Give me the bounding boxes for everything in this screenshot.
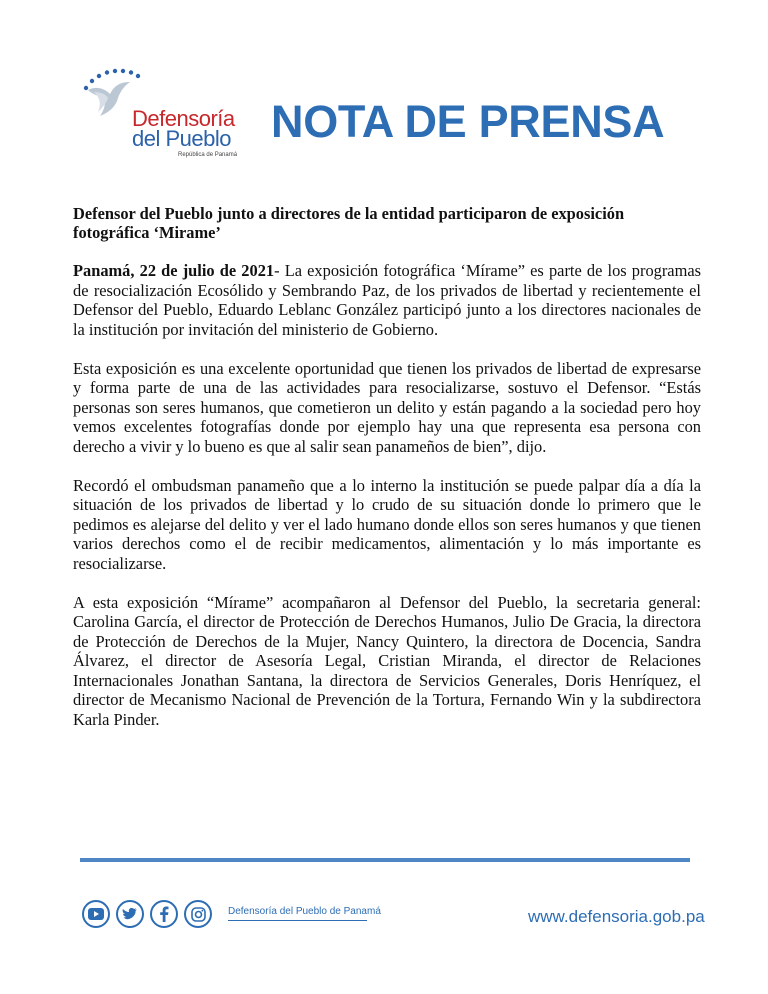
- footer-divider: [80, 858, 690, 862]
- logo: [80, 64, 255, 164]
- social-links: [82, 900, 212, 928]
- handle-underline: [228, 920, 367, 921]
- logo-text-del-pueblo: del Pueblo: [132, 126, 231, 151]
- article-lead-paragraph: [73, 261, 701, 339]
- article-paragraph: Esta exposición es una excelente oportunidad que tienen los privados de libertad de expresarse y forma parte de una de las actividades para resocializarse, sostuvo el Defensor. “Estás personas son seres humanos, que cometieron un delito y están pagando a la sociedad pero hoy vemos excelentes fotografías donde por ejemplo hay una que representa esa persona con derecho a vivir y lo bueno es que al salir sean panameños de bien”, dijo.: [73, 358, 701, 456]
- article-paragraph: A esta exposición “Mírame” acompañaron al Defensor del Pueblo, la secretaria general: Carolina García, el director de Protección de Derechos Humanos, Julio De Gracia, la directora de Protección de Derechos de la Mujer, Nancy Quintero, la directora de Docencia, Sandra Álvarez, el director de Asesoría Legal, Cristian Miranda, el director de Relaciones Internacionales Jonathan Santana, la directora de Servicios Generales, Doris Henríquez, el director de Mecanismo Nacional de Prevención de la Tortura, Fernando Win y la subdirectora Karla Pinder.: [73, 592, 701, 729]
- facebook-icon[interactable]: [150, 900, 178, 928]
- logo-text-defensoria: Defensoría: [132, 106, 235, 131]
- article-body: [73, 204, 701, 749]
- social-handle-link[interactable]: Defensoría del Pueblo de Panamá: [228, 906, 381, 917]
- lead-text: - La exposición fotográfica ‘Mírame” es parte de los programas de resocialización Ecosólido y Sembrando Paz, de los privados de libertad y recientemente el Defensor del Pueblo, Eduardo Leblanc González participó junto a los directores nacionales de la institución por invitación del ministerio de Gobierno.: [73, 261, 701, 339]
- twitter-icon[interactable]: [116, 900, 144, 928]
- dove-icon: [80, 64, 140, 124]
- website-link[interactable]: www.defensoria.gob.pa: [528, 907, 705, 926]
- dateline: Panamá, 22 de julio de 2021: [73, 261, 275, 280]
- article-title: Defensor del Pueblo junto a directores de la entidad participaron de exposición fotográfica ‘Mirame’: [73, 204, 625, 242]
- youtube-icon[interactable]: [82, 900, 110, 928]
- article-paragraph: Recordó el ombudsman panameño que a lo interno la institución se puede palpar día a día la situación de los privados de libertad y lo crudo de su situación donde lo primero que le pedimos es alejarse del delito y ver el lado humano donde ellos son seres humanos y que tienen varios derechos como el de recibir medicamentos, alimentación y lo más importante es resocializarse.: [73, 475, 701, 573]
- instagram-icon[interactable]: [184, 900, 212, 928]
- logo-subtitle: República de Panamá: [178, 152, 238, 158]
- page-title: NOTA DE PRENSA: [271, 96, 665, 147]
